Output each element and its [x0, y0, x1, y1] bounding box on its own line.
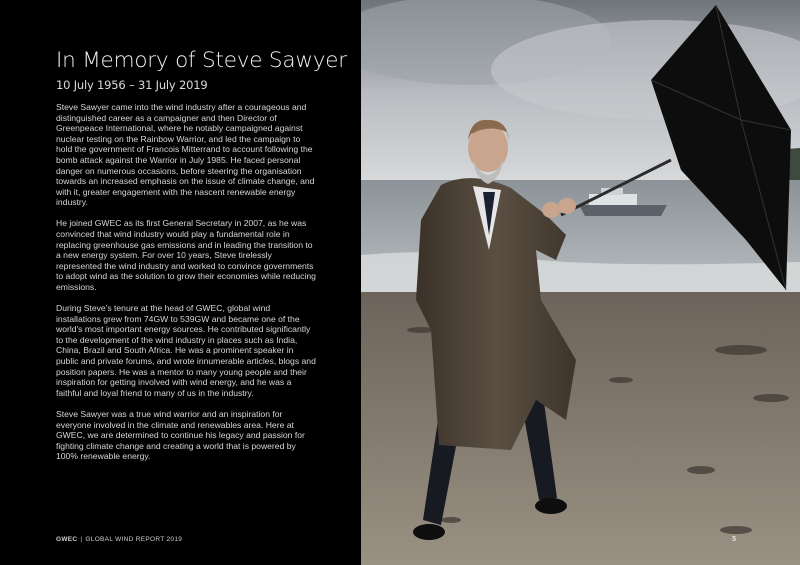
- photo-column: [361, 0, 800, 565]
- paragraph-3: During Steve's tenure at the head of GWEC, global wind installations grew from 74GW to 539GW and became one of the world's most important energy sources. He contributed significantly to the development of the wind industry in places such as India, China, Brazil and South Africa. He was a prominent speaker in public and private forums, and wrote innumerable articles, blogs and position papers. He was a mentor to many young people and their inspiration for getting involved with wind energy, and he was a faithful and loyal friend to many of us in the industry.: [56, 303, 316, 398]
- paragraph-1: Steve Sawyer came into the wind industry after a courageous and distinguished career as a campaigner and then Director of Greenpeace International, where he notably campaigned against nuclear testing on the Rainbow Warrior, and led the campaign to hold the government of Francois Mitterrand to account following the bomb attack against the Warrior in July 1985. He faced personal danger on numerous occasions, before steering the organisation towards an increased emphasis on the issue of climate change, and with it, greater engagement with the nascent renewable energy industry.: [56, 102, 315, 208]
- footer-report: GLOBAL WIND REPORT 2019: [85, 536, 183, 543]
- paragraph-4: Steve Sawyer was a true wind warrior and an inspiration for everyone involved in the climate and renewables area. Here at GWEC, we are determined to continue his legacy and passion for fighting climate change and creating a world that is powered by 100% renewable energy.: [56, 408, 305, 462]
- beach-sand: [361, 292, 800, 565]
- text-column: [0, 0, 361, 565]
- footer-separator: |: [80, 536, 83, 543]
- page-number: 5: [732, 536, 736, 543]
- page-footer: [56, 536, 182, 543]
- paragraph-2: He joined GWEC as its first General Secretary in 2007, as he was convinced that wind industry would play a fundamental role in replacing greenhouse gas emissions and in leading the transition to a new energy system. For over 10 years, Steve tirelessly represented the wind industry and worked to convince governments to adopt wind as the solution to grow their economies while reducing emissions.: [56, 218, 316, 292]
- memorial-dates: 10 July 1956 – 31 July 2019: [56, 78, 208, 92]
- footer-org: GWEC: [56, 536, 78, 543]
- page-title: In Memory of Steve Sawyer: [56, 48, 347, 73]
- portrait-photo: [361, 0, 800, 565]
